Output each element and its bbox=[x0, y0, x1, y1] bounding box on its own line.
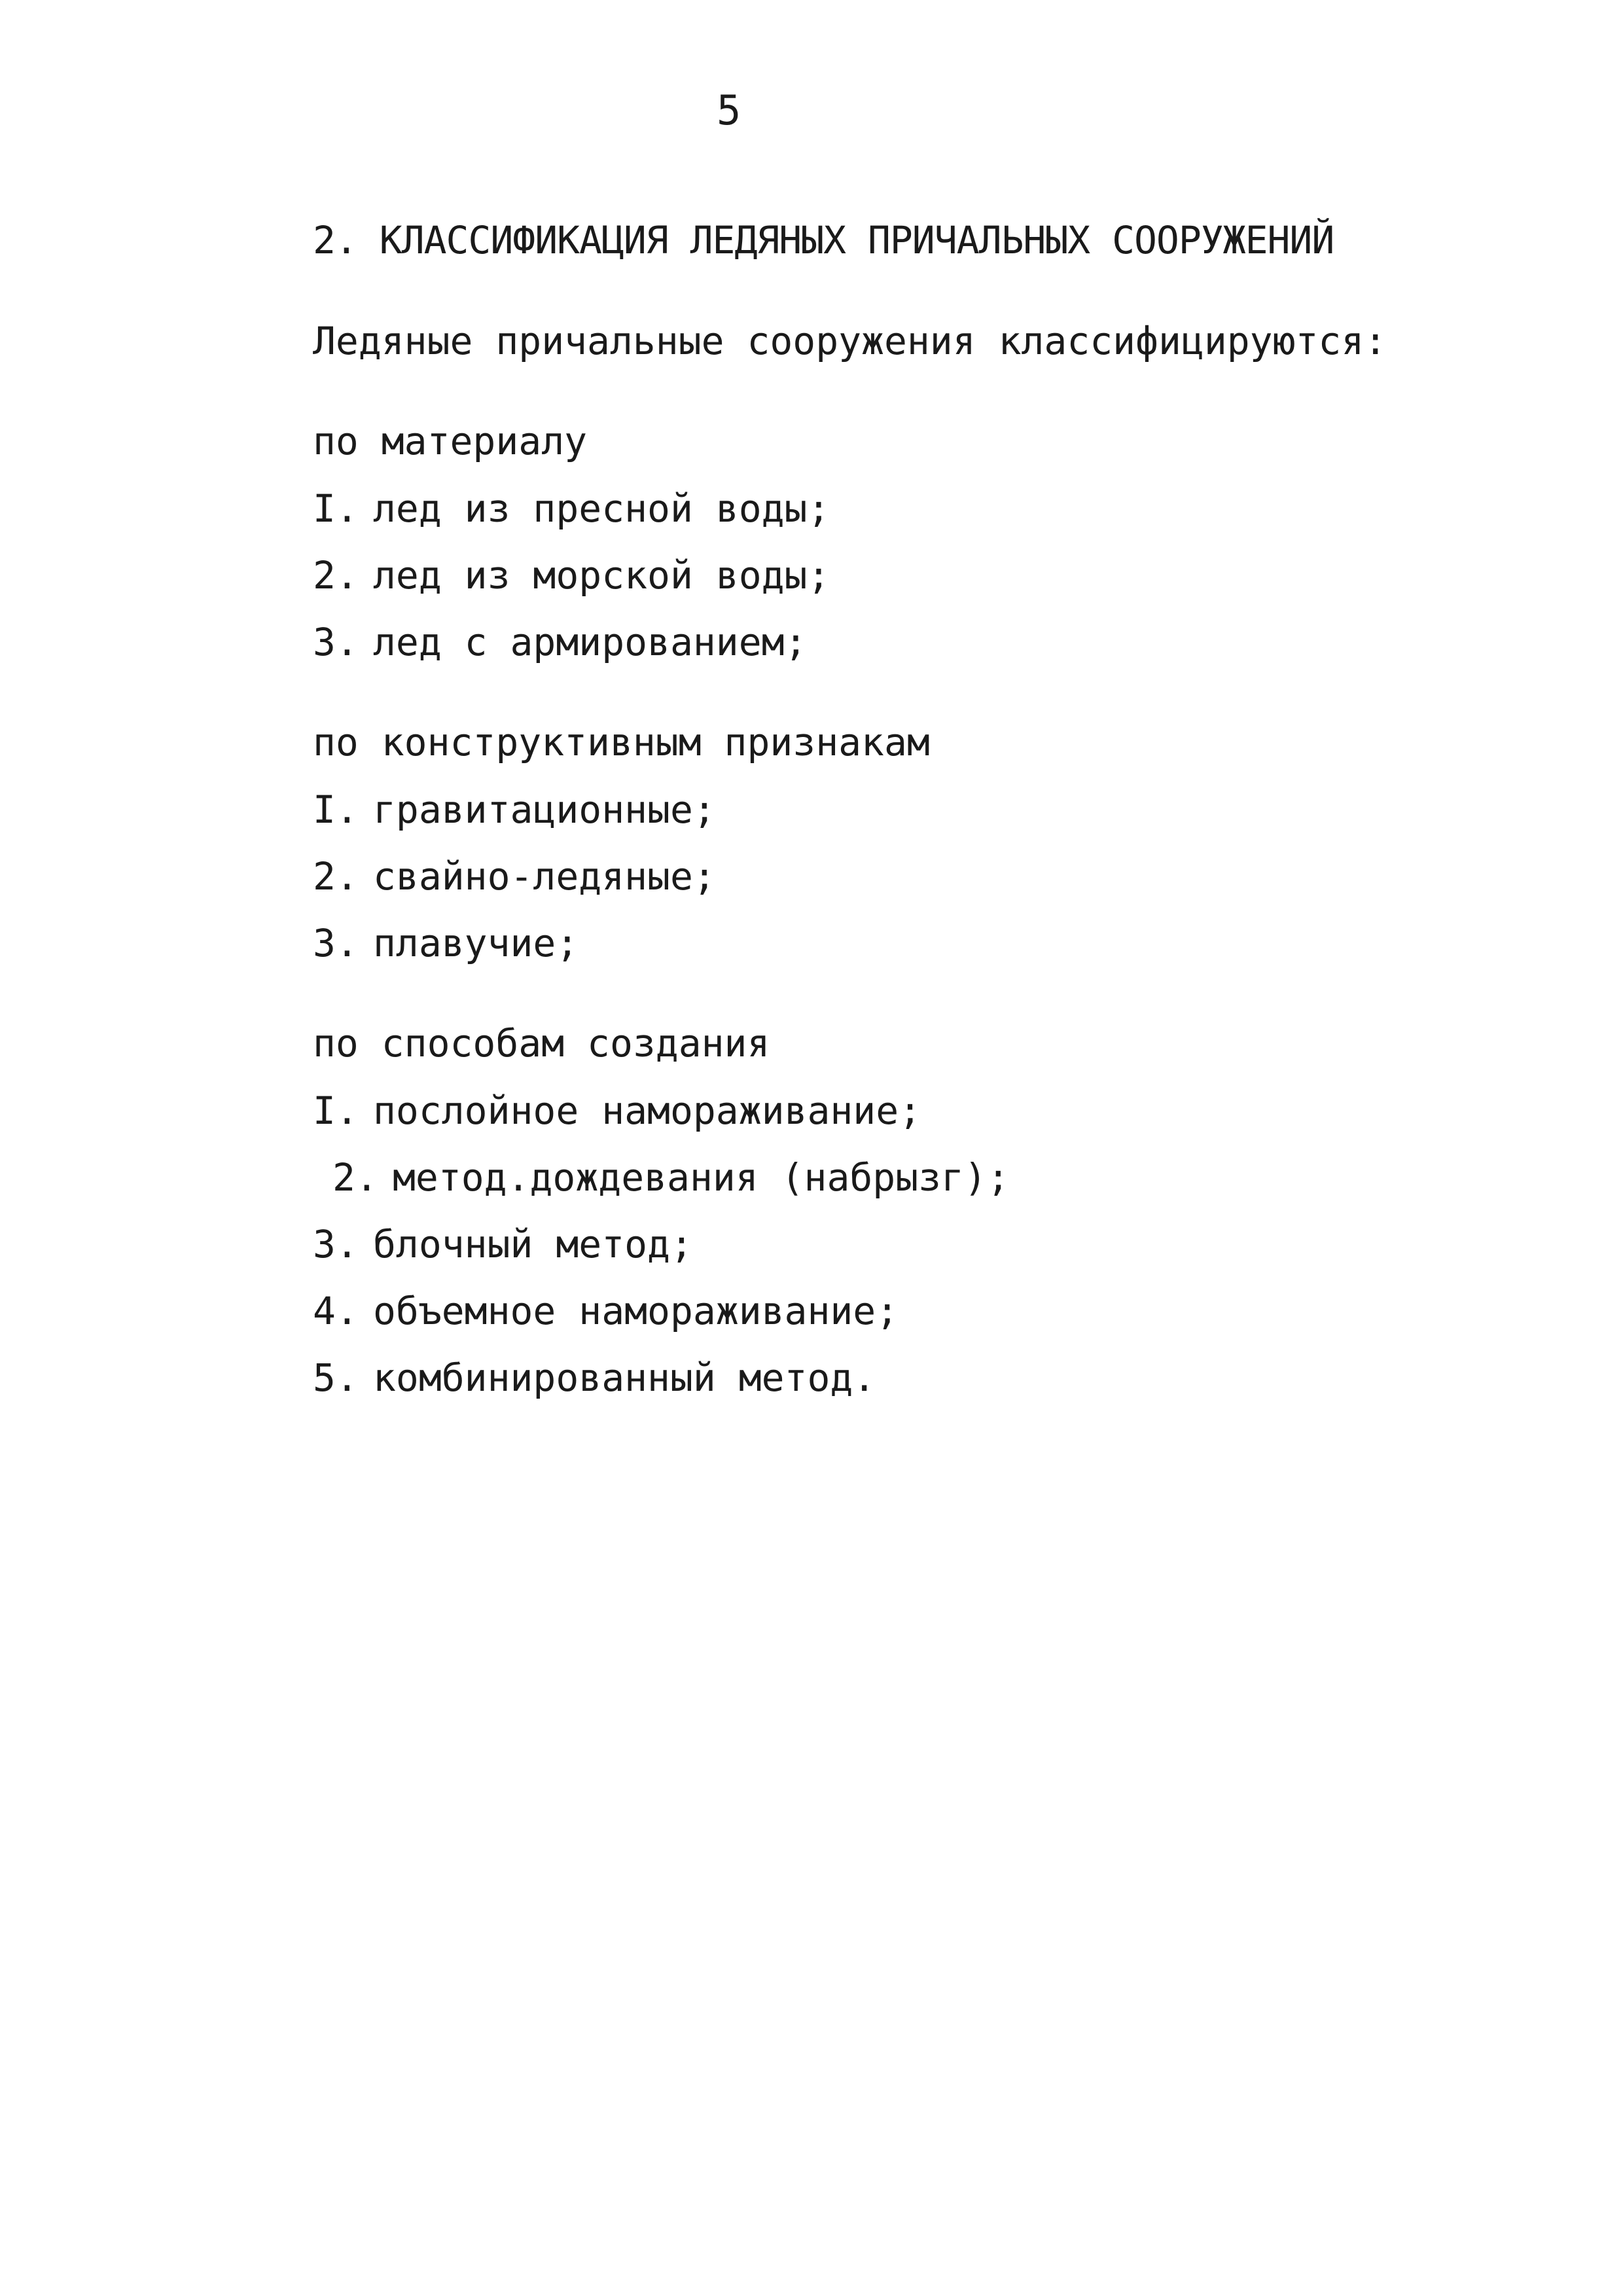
list-item bbox=[313, 921, 579, 965]
group-title-construction: по конструктивным признакам bbox=[313, 720, 930, 764]
item-text: лед с армированием; bbox=[373, 620, 808, 664]
intro-text: Ледяные причальные сооружения классифицируются: bbox=[313, 319, 1387, 363]
item-text: лед из морской воды; bbox=[373, 553, 830, 598]
item-number: 3. bbox=[313, 1222, 359, 1266]
item-text: метод.дождевания (набрызг); bbox=[393, 1155, 1010, 1200]
list-item bbox=[313, 787, 716, 832]
item-number: 2. bbox=[313, 854, 359, 899]
item-text: блочный метод; bbox=[373, 1222, 693, 1266]
list-item bbox=[313, 553, 830, 598]
item-number: I. bbox=[313, 1088, 359, 1133]
list-item bbox=[313, 1088, 922, 1133]
list-item bbox=[313, 1222, 693, 1266]
item-number: I. bbox=[313, 486, 359, 531]
item-text: послойное намораживание; bbox=[373, 1088, 922, 1133]
section-heading: 2. КЛАССИФИКАЦИЯ ЛЕДЯНЫХ ПРИЧАЛЬНЫХ СООРУЖЕНИЙ bbox=[313, 218, 1334, 262]
item-number: 2. bbox=[332, 1155, 378, 1200]
item-text: лед из пресной воды; bbox=[373, 486, 830, 531]
item-text: комбинированный метод. bbox=[373, 1355, 876, 1400]
group-title-creation-method: по способам создания bbox=[313, 1021, 770, 1066]
list-item bbox=[332, 1155, 1010, 1200]
item-number: I. bbox=[313, 787, 359, 832]
list-item bbox=[313, 854, 716, 899]
item-number: 3. bbox=[313, 921, 359, 965]
item-number: 4. bbox=[313, 1289, 359, 1333]
item-text: свайно-ледяные; bbox=[373, 854, 716, 899]
item-text: плавучие; bbox=[373, 921, 579, 965]
item-number: 5. bbox=[313, 1355, 359, 1400]
list-item bbox=[313, 1289, 899, 1333]
list-item bbox=[313, 1355, 876, 1400]
list-item bbox=[313, 486, 830, 531]
page-number: 5 bbox=[717, 86, 741, 134]
list-item bbox=[313, 620, 808, 664]
item-text: гравитационные; bbox=[373, 787, 716, 832]
item-number: 3. bbox=[313, 620, 359, 664]
item-text: объемное намораживание; bbox=[373, 1289, 899, 1333]
item-number: 2. bbox=[313, 553, 359, 598]
group-title-material: по материалу bbox=[313, 419, 588, 463]
